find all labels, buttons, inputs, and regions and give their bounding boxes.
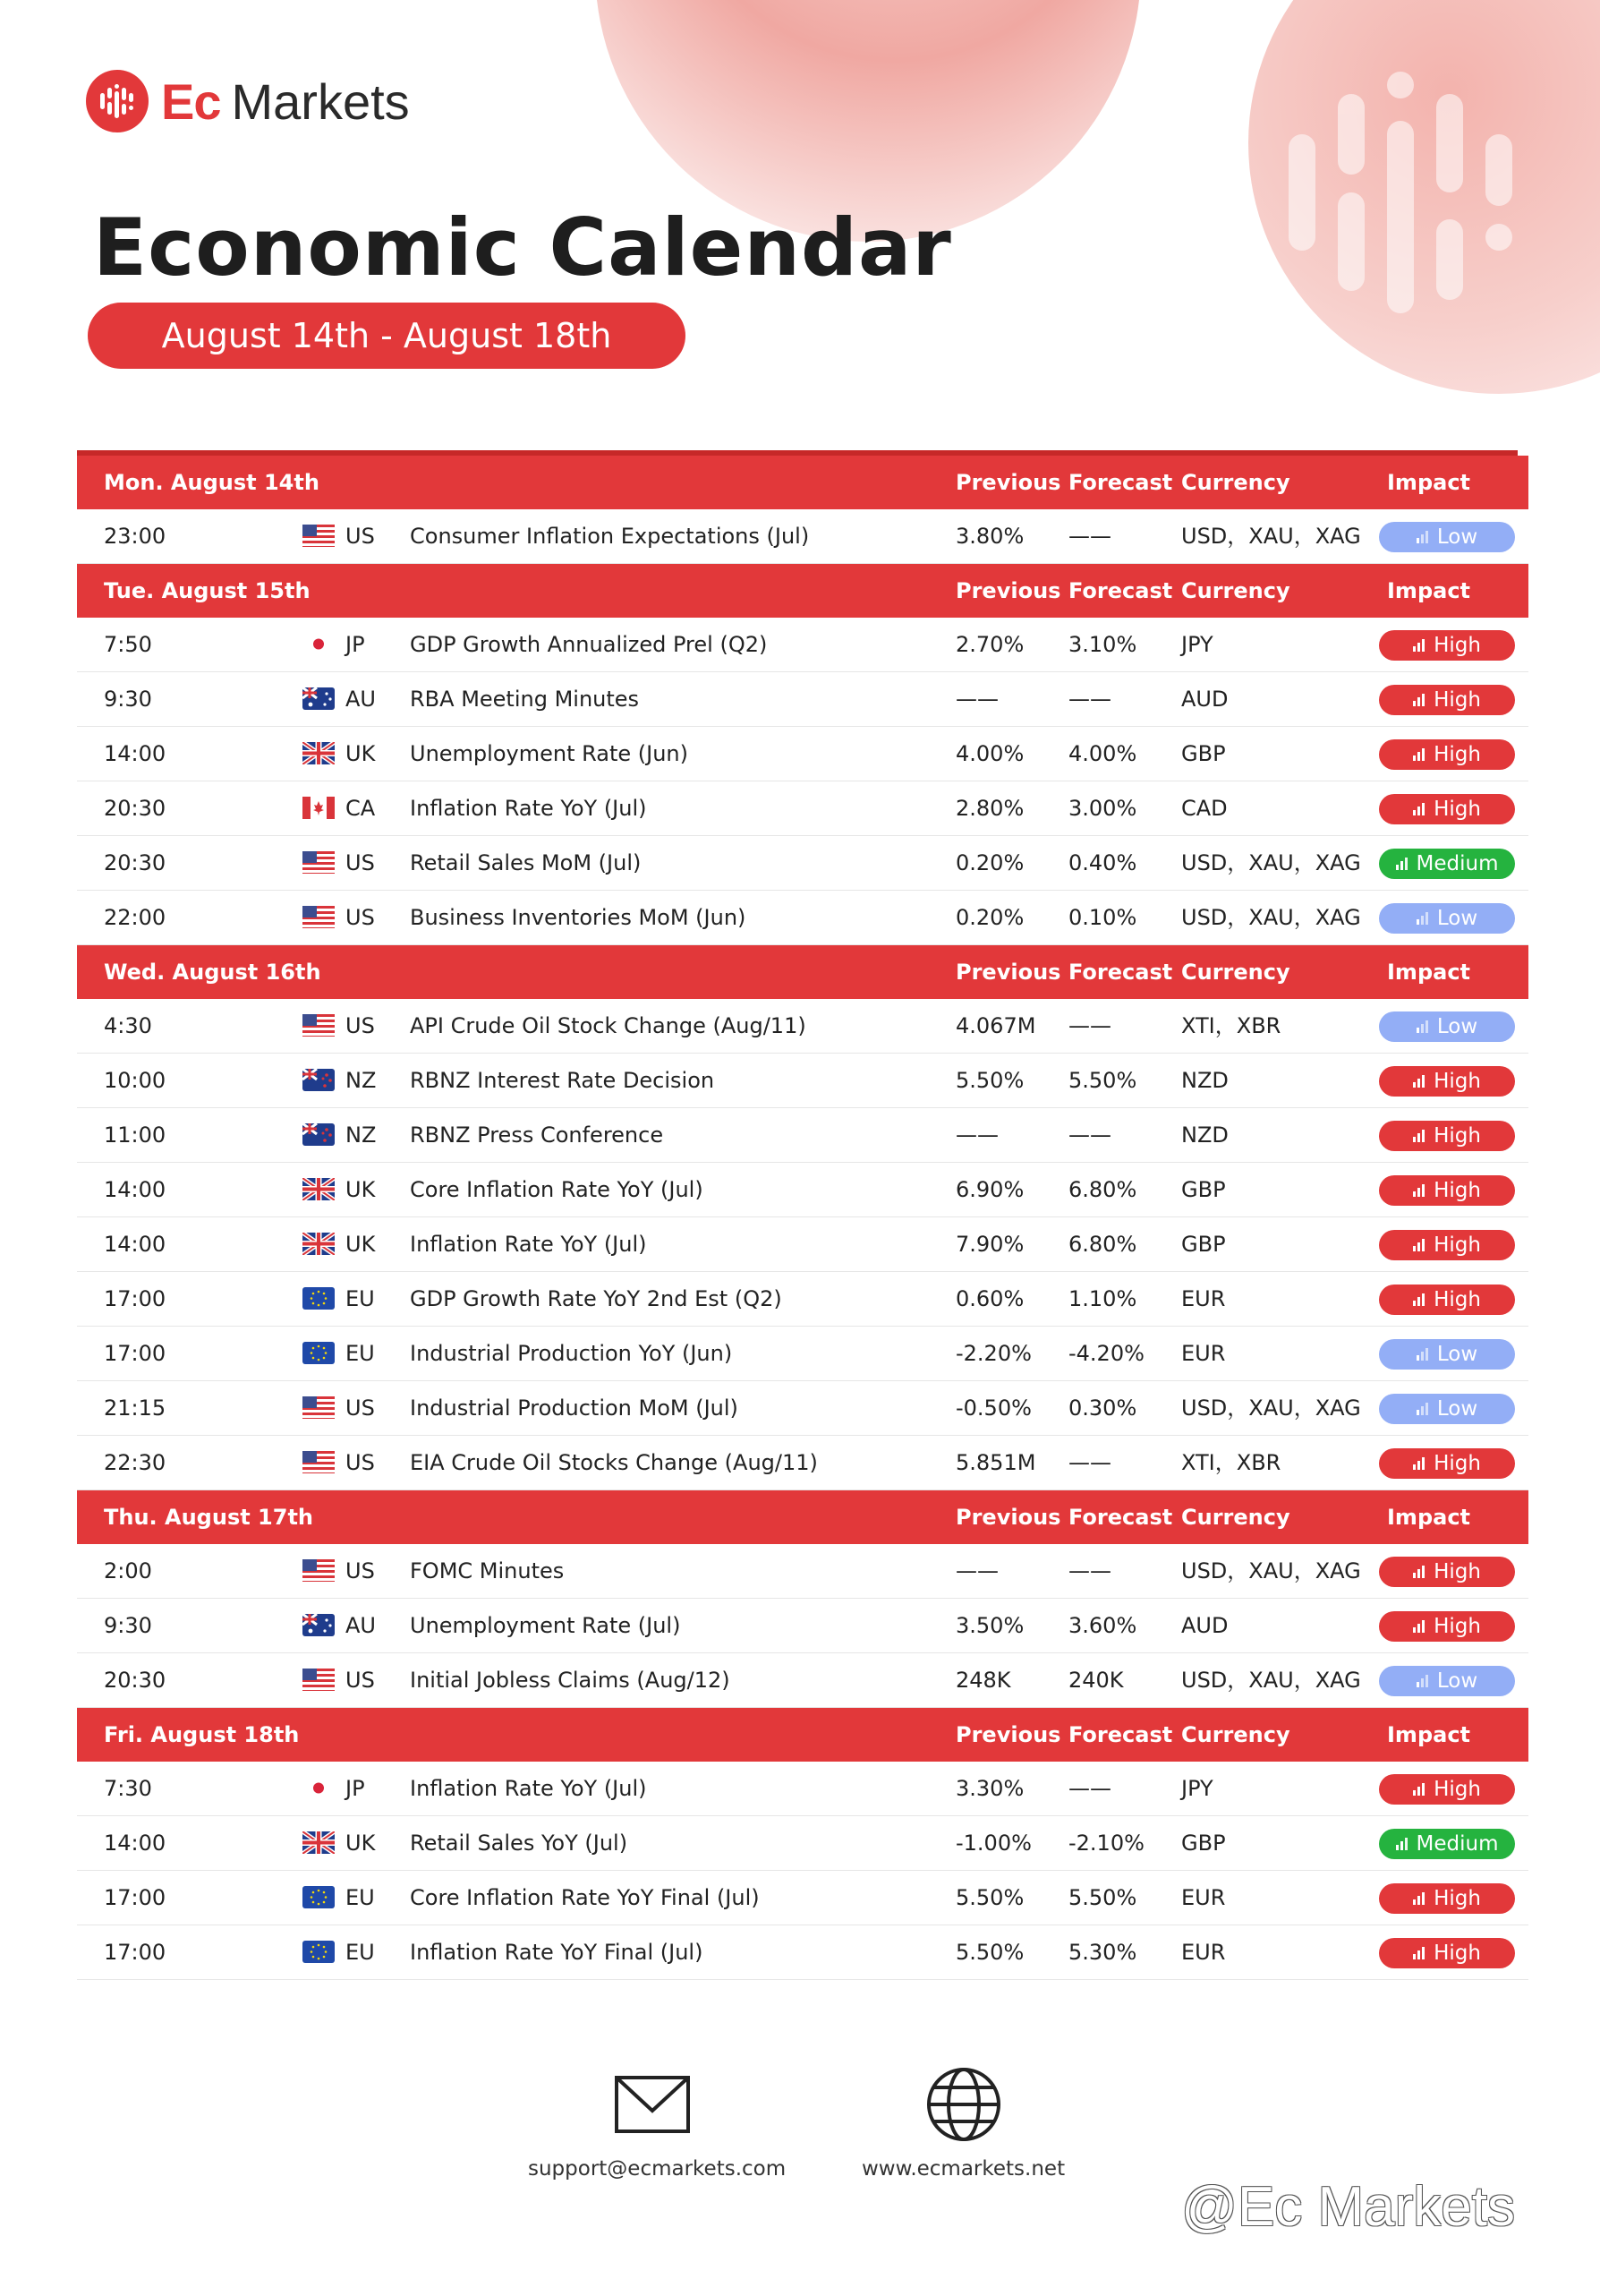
event-time: 14:00 xyxy=(104,1232,166,1257)
event-currency: JPY xyxy=(1181,632,1213,657)
date-range-pill xyxy=(88,303,685,369)
signal-bars-icon xyxy=(1417,531,1430,543)
event-country: NZ xyxy=(345,1068,377,1093)
event-currency: GBP xyxy=(1181,741,1226,766)
impact-label: High xyxy=(1434,1070,1481,1093)
impact-badge xyxy=(1379,1339,1515,1370)
event-forecast: 0.40% xyxy=(1068,850,1137,875)
event-name: API Crude Oil Stock Change (Aug/11) xyxy=(410,1013,806,1038)
signal-bars-icon xyxy=(1413,1293,1426,1306)
impact-badge xyxy=(1379,1774,1515,1805)
table-row xyxy=(77,672,1528,727)
eu-flag-icon xyxy=(302,1941,335,1963)
event-time: 11:00 xyxy=(104,1122,166,1148)
event-previous: —— xyxy=(956,687,999,712)
event-country: US xyxy=(345,524,375,549)
us-flag-icon xyxy=(302,1669,335,1691)
event-country: US xyxy=(345,1450,375,1475)
signal-bars-icon xyxy=(1396,1838,1409,1850)
table-row xyxy=(77,891,1528,945)
impact-label: Medium xyxy=(1416,1832,1499,1856)
event-previous: 0.60% xyxy=(956,1286,1025,1311)
event-forecast: 0.30% xyxy=(1068,1396,1137,1421)
event-time: 23:00 xyxy=(104,524,166,549)
jp-flag-icon xyxy=(302,1777,335,1799)
impact-badge xyxy=(1379,1611,1515,1642)
impact-label: High xyxy=(1434,1560,1481,1583)
event-currency: USD，XAU，XAG xyxy=(1181,1396,1361,1421)
signal-bars-icon xyxy=(1413,1892,1426,1905)
impact-badge xyxy=(1379,903,1515,934)
event-forecast: 0.10% xyxy=(1068,905,1137,930)
day-header xyxy=(77,456,1528,509)
event-currency: NZD xyxy=(1181,1068,1229,1093)
event-time: 2:00 xyxy=(104,1558,152,1583)
page-title: Economic Calendar xyxy=(93,201,952,294)
event-currency: XTI，XBR xyxy=(1181,1450,1281,1475)
event-time: 17:00 xyxy=(104,1286,166,1311)
event-country: US xyxy=(345,1013,375,1038)
event-currency: EUR xyxy=(1181,1286,1226,1311)
event-previous: -1.00% xyxy=(956,1831,1032,1856)
table-row xyxy=(77,618,1528,672)
event-currency: EUR xyxy=(1181,1341,1226,1366)
impact-badge xyxy=(1379,849,1515,879)
table-row xyxy=(77,1381,1528,1436)
table-row xyxy=(77,999,1528,1054)
brand-mark-watermark-icon xyxy=(1289,72,1521,313)
event-time: 17:00 xyxy=(104,1341,166,1366)
event-previous: —— xyxy=(956,1558,999,1583)
event-name: Initial Jobless Claims (Aug/12) xyxy=(410,1668,730,1693)
event-country: EU xyxy=(345,1341,375,1366)
event-country: US xyxy=(345,1558,375,1583)
event-currency: NZD xyxy=(1181,1122,1229,1148)
impact-badge xyxy=(1379,794,1515,824)
table-row xyxy=(77,1653,1528,1708)
column-header-previous: Previous xyxy=(956,470,1061,495)
event-country: JP xyxy=(345,632,365,657)
impact-badge xyxy=(1379,1066,1515,1097)
event-forecast: —— xyxy=(1068,687,1111,712)
signal-bars-icon xyxy=(1413,1783,1426,1796)
impact-label: High xyxy=(1434,743,1481,766)
event-previous: 3.80% xyxy=(956,524,1025,549)
table-row xyxy=(77,836,1528,891)
column-header-forecast: Forecast xyxy=(1068,1505,1173,1530)
ca-flag-icon xyxy=(302,797,335,819)
watermark-handle: @Ec Markets xyxy=(1181,2176,1515,2238)
signal-bars-icon xyxy=(1413,1947,1426,1959)
event-previous: 5.50% xyxy=(956,1068,1025,1093)
column-header-currency: Currency xyxy=(1181,470,1290,495)
column-header-impact: Impact xyxy=(1387,960,1471,985)
column-header-forecast: Forecast xyxy=(1068,470,1173,495)
impact-badge xyxy=(1379,739,1515,770)
event-name: Inflation Rate YoY (Jul) xyxy=(410,1232,647,1257)
envelope-icon xyxy=(614,2075,691,2134)
column-header-currency: Currency xyxy=(1181,960,1290,985)
event-time: 9:30 xyxy=(104,1613,152,1638)
impact-label: High xyxy=(1434,1288,1481,1311)
event-previous: 5.851M xyxy=(956,1450,1036,1475)
signal-bars-icon xyxy=(1413,639,1426,652)
signal-bars-icon xyxy=(1417,1348,1430,1361)
table-row xyxy=(77,1108,1528,1163)
signal-bars-icon xyxy=(1417,1403,1430,1415)
event-previous: 3.50% xyxy=(956,1613,1025,1638)
event-time: 14:00 xyxy=(104,1831,166,1856)
column-header-forecast: Forecast xyxy=(1068,578,1173,603)
column-header-impact: Impact xyxy=(1387,578,1471,603)
eu-flag-icon xyxy=(302,1342,335,1364)
event-forecast: —— xyxy=(1068,524,1111,549)
column-header-currency: Currency xyxy=(1181,1505,1290,1530)
event-previous: -2.20% xyxy=(956,1341,1032,1366)
event-time: 7:30 xyxy=(104,1776,152,1801)
event-name: Unemployment Rate (Jul) xyxy=(410,1613,681,1638)
event-name: Inflation Rate YoY Final (Jul) xyxy=(410,1940,703,1965)
signal-bars-icon xyxy=(1413,1566,1426,1578)
event-previous: 0.20% xyxy=(956,905,1025,930)
signal-bars-icon xyxy=(1413,1184,1426,1197)
event-previous: 3.30% xyxy=(956,1776,1025,1801)
signal-bars-icon xyxy=(1396,858,1409,870)
event-time: 21:15 xyxy=(104,1396,166,1421)
event-time: 4:30 xyxy=(104,1013,152,1038)
us-flag-icon xyxy=(302,1559,335,1582)
impact-label: High xyxy=(1434,1778,1481,1801)
event-time: 14:00 xyxy=(104,1177,166,1202)
event-name: EIA Crude Oil Stocks Change (Aug/11) xyxy=(410,1450,818,1475)
event-previous: —— xyxy=(956,1122,999,1148)
column-header-currency: Currency xyxy=(1181,1722,1290,1747)
event-forecast: —— xyxy=(1068,1450,1111,1475)
event-country: UK xyxy=(345,1232,376,1257)
event-name: Unemployment Rate (Jun) xyxy=(410,741,688,766)
uk-flag-icon xyxy=(302,1178,335,1200)
signal-bars-icon xyxy=(1413,1457,1426,1470)
event-name: Industrial Production MoM (Jul) xyxy=(410,1396,738,1421)
event-forecast: —— xyxy=(1068,1013,1111,1038)
event-country: NZ xyxy=(345,1122,377,1148)
website-link[interactable]: www.ecmarkets.net xyxy=(862,2157,1066,2181)
event-currency: GBP xyxy=(1181,1232,1226,1257)
event-country: AU xyxy=(345,1613,376,1638)
event-previous: 2.70% xyxy=(956,632,1025,657)
signal-bars-icon xyxy=(1417,1675,1430,1687)
event-previous: 4.067M xyxy=(956,1013,1036,1038)
table-row xyxy=(77,1816,1528,1871)
signal-bars-icon xyxy=(1413,1075,1426,1088)
event-forecast: -2.10% xyxy=(1068,1831,1145,1856)
signal-bars-icon xyxy=(1413,1239,1426,1251)
event-time: 7:50 xyxy=(104,632,152,657)
event-name: Industrial Production YoY (Jun) xyxy=(410,1341,733,1366)
event-country: UK xyxy=(345,1831,376,1856)
event-previous: 2.80% xyxy=(956,796,1025,821)
event-forecast: 5.50% xyxy=(1068,1885,1137,1910)
event-forecast: -4.20% xyxy=(1068,1341,1145,1366)
day-label: Fri. August 18th xyxy=(104,1722,300,1747)
table-row xyxy=(77,1272,1528,1327)
nz-flag-icon xyxy=(302,1069,335,1091)
impact-label: High xyxy=(1434,688,1481,712)
table-row xyxy=(77,1599,1528,1653)
signal-bars-icon xyxy=(1413,694,1426,706)
event-forecast: —— xyxy=(1068,1776,1111,1801)
event-country: UK xyxy=(345,741,376,766)
table-row xyxy=(77,1436,1528,1490)
table-row xyxy=(77,1762,1528,1816)
brand-name-ec: Ec xyxy=(161,73,221,130)
impact-badge xyxy=(1379,1175,1515,1206)
impact-badge xyxy=(1379,1011,1515,1042)
event-name: Consumer Inflation Expectations (Jul) xyxy=(410,524,810,549)
table-row xyxy=(77,1925,1528,1980)
event-time: 17:00 xyxy=(104,1940,166,1965)
event-currency: EUR xyxy=(1181,1940,1226,1965)
column-header-impact: Impact xyxy=(1387,1722,1471,1747)
event-forecast: 5.30% xyxy=(1068,1940,1137,1965)
impact-badge xyxy=(1379,1829,1515,1859)
signal-bars-icon xyxy=(1417,1020,1430,1033)
impact-badge xyxy=(1379,1557,1515,1587)
event-country: US xyxy=(345,1396,375,1421)
event-forecast: —— xyxy=(1068,1122,1111,1148)
uk-flag-icon xyxy=(302,742,335,764)
event-time: 20:30 xyxy=(104,850,166,875)
event-currency: USD，XAU，XAG xyxy=(1181,905,1361,930)
event-time: 10:00 xyxy=(104,1068,166,1093)
column-header-currency: Currency xyxy=(1181,578,1290,603)
event-currency: USD，XAU，XAG xyxy=(1181,524,1361,549)
column-header-previous: Previous xyxy=(956,578,1061,603)
au-flag-icon xyxy=(302,1614,335,1636)
table-row xyxy=(77,727,1528,781)
column-header-impact: Impact xyxy=(1387,470,1471,495)
event-previous: 0.20% xyxy=(956,850,1025,875)
column-header-impact: Impact xyxy=(1387,1505,1471,1530)
event-country: UK xyxy=(345,1177,376,1202)
impact-badge xyxy=(1379,522,1515,552)
event-time: 9:30 xyxy=(104,687,152,712)
impact-label: Low xyxy=(1436,1397,1478,1421)
event-forecast: 6.80% xyxy=(1068,1232,1137,1257)
day-header xyxy=(77,1708,1528,1762)
event-forecast: 240K xyxy=(1068,1668,1124,1693)
event-previous: 4.00% xyxy=(956,741,1025,766)
event-country: EU xyxy=(345,1885,375,1910)
impact-label: High xyxy=(1434,634,1481,657)
signal-bars-icon xyxy=(1413,803,1426,815)
us-flag-icon xyxy=(302,525,335,547)
support-email[interactable]: support@ecmarkets.com xyxy=(528,2157,787,2181)
event-country: EU xyxy=(345,1286,375,1311)
us-flag-icon xyxy=(302,1014,335,1037)
impact-label: High xyxy=(1434,1615,1481,1638)
impact-badge xyxy=(1379,1448,1515,1479)
event-previous: 7.90% xyxy=(956,1232,1025,1257)
us-flag-icon xyxy=(302,1451,335,1473)
event-forecast: 5.50% xyxy=(1068,1068,1137,1093)
event-previous: 248K xyxy=(956,1668,1011,1693)
event-name: GDP Growth Rate YoY 2nd Est (Q2) xyxy=(410,1286,782,1311)
day-header xyxy=(77,564,1528,618)
impact-label: High xyxy=(1434,1887,1481,1910)
event-country: EU xyxy=(345,1940,375,1965)
day-label: Tue. August 15th xyxy=(104,578,311,603)
column-header-previous: Previous xyxy=(956,960,1061,985)
eu-flag-icon xyxy=(302,1287,335,1310)
event-name: Inflation Rate YoY (Jul) xyxy=(410,796,647,821)
signal-bars-icon xyxy=(1413,1130,1426,1142)
impact-badge xyxy=(1379,1230,1515,1260)
impact-label: Low xyxy=(1436,525,1478,549)
event-time: 20:30 xyxy=(104,796,166,821)
event-forecast: 6.80% xyxy=(1068,1177,1137,1202)
event-country: JP xyxy=(345,1776,365,1801)
au-flag-icon xyxy=(302,687,335,710)
event-previous: -0.50% xyxy=(956,1396,1032,1421)
event-currency: XTI，XBR xyxy=(1181,1013,1281,1038)
event-time: 20:30 xyxy=(104,1668,166,1693)
event-currency: JPY xyxy=(1181,1776,1213,1801)
impact-label: High xyxy=(1434,1452,1481,1475)
event-name: Inflation Rate YoY (Jul) xyxy=(410,1776,647,1801)
brand-logo xyxy=(86,70,410,132)
uk-flag-icon xyxy=(302,1831,335,1854)
impact-badge xyxy=(1379,1666,1515,1696)
day-label: Thu. August 17th xyxy=(104,1505,314,1530)
event-time: 22:00 xyxy=(104,905,166,930)
table-row xyxy=(77,781,1528,836)
impact-label: Low xyxy=(1436,907,1478,930)
event-previous: 5.50% xyxy=(956,1940,1025,1965)
impact-badge xyxy=(1379,1394,1515,1424)
impact-badge xyxy=(1379,630,1515,661)
event-currency: USD，XAU，XAG xyxy=(1181,1668,1361,1693)
signal-bars-icon xyxy=(1413,1620,1426,1633)
event-name: Core Inflation Rate YoY (Jul) xyxy=(410,1177,703,1202)
event-currency: AUD xyxy=(1181,1613,1229,1638)
event-forecast: 3.10% xyxy=(1068,632,1137,657)
event-previous: 5.50% xyxy=(956,1885,1025,1910)
uk-flag-icon xyxy=(302,1233,335,1255)
event-forecast: 3.60% xyxy=(1068,1613,1137,1638)
globe-icon xyxy=(925,2066,1002,2143)
day-header xyxy=(77,1490,1528,1544)
event-name: Business Inventories MoM (Jun) xyxy=(410,905,746,930)
event-time: 22:30 xyxy=(104,1450,166,1475)
impact-label: High xyxy=(1434,1124,1481,1148)
impact-badge xyxy=(1379,1938,1515,1968)
event-country: US xyxy=(345,905,375,930)
eu-flag-icon xyxy=(302,1886,335,1908)
event-currency: EUR xyxy=(1181,1885,1226,1910)
event-name: Core Inflation Rate YoY Final (Jul) xyxy=(410,1885,760,1910)
economic-calendar-table xyxy=(77,450,1528,1980)
impact-badge xyxy=(1379,1285,1515,1315)
event-country: CA xyxy=(345,796,376,821)
table-row xyxy=(77,1871,1528,1925)
nz-flag-icon xyxy=(302,1123,335,1146)
event-forecast: 3.00% xyxy=(1068,796,1137,821)
us-flag-icon xyxy=(302,851,335,874)
event-forecast: 1.10% xyxy=(1068,1286,1137,1311)
us-flag-icon xyxy=(302,1396,335,1419)
impact-label: High xyxy=(1434,1942,1481,1965)
event-currency: GBP xyxy=(1181,1831,1226,1856)
event-currency: CAD xyxy=(1181,796,1228,821)
signal-bars-icon xyxy=(1417,912,1430,925)
day-label: Wed. August 16th xyxy=(104,960,321,985)
day-header xyxy=(77,945,1528,999)
impact-badge xyxy=(1379,685,1515,715)
table-row xyxy=(77,1054,1528,1108)
impact-label: High xyxy=(1434,1233,1481,1257)
column-header-forecast: Forecast xyxy=(1068,1722,1173,1747)
event-currency: USD，XAU，XAG xyxy=(1181,850,1361,875)
event-time: 17:00 xyxy=(104,1885,166,1910)
event-name: RBNZ Interest Rate Decision xyxy=(410,1068,715,1093)
event-forecast: 4.00% xyxy=(1068,741,1137,766)
event-currency: USD，XAU，XAG xyxy=(1181,1558,1361,1583)
event-country: AU xyxy=(345,687,376,712)
event-name: RBA Meeting Minutes xyxy=(410,687,640,712)
event-time: 14:00 xyxy=(104,741,166,766)
table-row xyxy=(77,509,1528,564)
impact-badge xyxy=(1379,1883,1515,1914)
event-name: Retail Sales YoY (Jul) xyxy=(410,1831,628,1856)
event-name: Retail Sales MoM (Jul) xyxy=(410,850,642,875)
event-currency: AUD xyxy=(1181,687,1229,712)
impact-label: Low xyxy=(1436,1669,1478,1693)
impact-badge xyxy=(1379,1121,1515,1151)
column-header-previous: Previous xyxy=(956,1722,1061,1747)
event-country: US xyxy=(345,850,375,875)
table-row xyxy=(77,1163,1528,1217)
column-header-forecast: Forecast xyxy=(1068,960,1173,985)
impact-label: High xyxy=(1434,1179,1481,1202)
ec-markets-logo-icon xyxy=(86,70,149,132)
column-header-previous: Previous xyxy=(956,1505,1061,1530)
day-label: Mon. August 14th xyxy=(104,470,319,495)
event-forecast: —— xyxy=(1068,1558,1111,1583)
brand-name-markets: Markets xyxy=(231,73,410,130)
event-country: US xyxy=(345,1668,375,1693)
signal-bars-icon xyxy=(1413,748,1426,761)
event-previous: 6.90% xyxy=(956,1177,1025,1202)
jp-flag-icon xyxy=(302,633,335,655)
impact-label: Medium xyxy=(1416,852,1499,875)
impact-label: Low xyxy=(1436,1343,1478,1366)
table-row xyxy=(77,1327,1528,1381)
date-range-text: August 14th - August 18th xyxy=(161,316,612,355)
impact-label: Low xyxy=(1436,1015,1478,1038)
table-row xyxy=(77,1217,1528,1272)
table-row xyxy=(77,1544,1528,1599)
impact-label: High xyxy=(1434,798,1481,821)
us-flag-icon xyxy=(302,906,335,928)
event-name: RBNZ Press Conference xyxy=(410,1122,664,1148)
event-name: GDP Growth Annualized Prel (Q2) xyxy=(410,632,768,657)
event-currency: GBP xyxy=(1181,1177,1226,1202)
event-name: FOMC Minutes xyxy=(410,1558,565,1583)
